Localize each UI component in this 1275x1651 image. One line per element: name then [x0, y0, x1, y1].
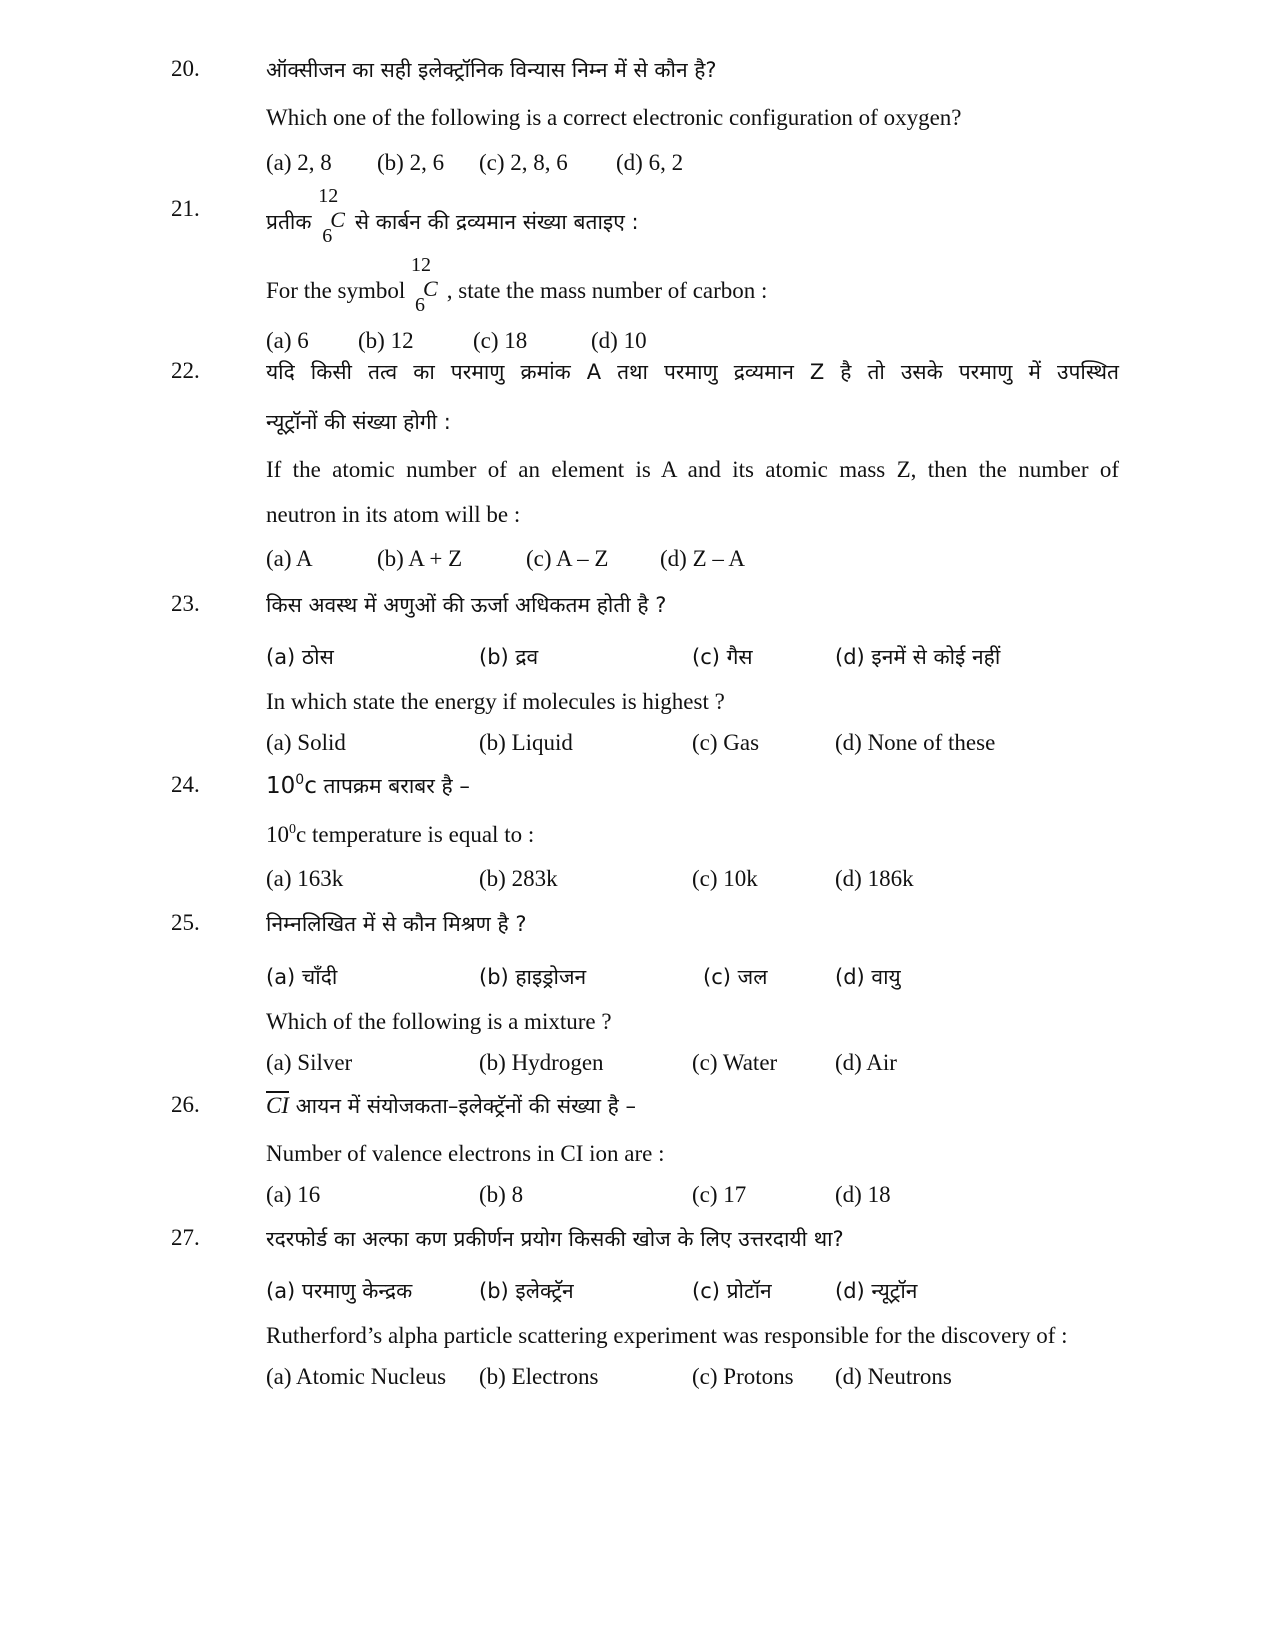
option-d: (d) 6, 2: [616, 150, 684, 175]
isotope-symbol: [318, 185, 348, 247]
question-text-hindi: यदि किसी तत्व का परमाणु क्रमांक A तथा परमाणु द्रव्यमान Z है तो उसके परमाणु में उपस्थित: [266, 360, 1119, 384]
option-d: (d) Z – A: [660, 546, 745, 571]
option-c: (c) 2, 8, 6: [479, 150, 568, 175]
element-symbol: C: [330, 207, 345, 232]
question-text-english-cont: neutron in its atom will be :: [266, 502, 521, 527]
question-number: 26.: [171, 1092, 200, 1117]
question-text-suffix: , state the mass number of carbon :: [446, 278, 768, 303]
question-text-english: Rutherford’s alpha particle scattering experiment was responsible for the discovery of :: [266, 1323, 1068, 1348]
option-d-hindi: (d) वायु: [835, 965, 901, 989]
option-d: (d) Air: [835, 1050, 897, 1075]
option-a: (a) 2, 8: [266, 150, 332, 175]
option-a: (a) 6: [266, 328, 309, 353]
element-symbol: C: [423, 276, 438, 301]
option-a: (a) Atomic Nucleus: [266, 1364, 447, 1389]
option-c-hindi: (c) प्रोटॉन: [692, 1279, 772, 1303]
option-b-hindi: (b) इलेक्ट्रॅन: [479, 1279, 574, 1303]
option-a-hindi: (a) चाँदी: [266, 965, 338, 989]
question-text-hindi-cont: न्यूट्रॉनों की संख्या होगी :: [266, 410, 451, 434]
option-d-hindi: (d) इनमें से कोई नहीं: [835, 645, 1001, 669]
option-b: (b) 12: [358, 328, 414, 353]
option-c-hindi: (c) जल: [703, 965, 768, 989]
option-d-hindi: (d) न्यूट्रॉन: [835, 1279, 918, 1303]
question-number: 24.: [171, 772, 200, 797]
question-text-hindi: ऑक्सीजन का सही इलेक्ट्रॉनिक विन्यास निम्न में से कौन है?: [266, 58, 717, 82]
option-c: (c) Gas: [692, 730, 760, 755]
option-c-hindi: (c) गैस: [692, 645, 753, 669]
question-text-hindi: [266, 185, 639, 247]
option-d: (d) 18: [835, 1182, 891, 1207]
question-number: 25.: [171, 910, 200, 935]
option-b: (b) Electrons: [479, 1364, 599, 1389]
question-text-suffix: आयन में संयोजकता–इलेक्ट्रॅनों की संख्या है –: [289, 1094, 637, 1118]
question-text-suffix: से कार्बन की द्रव्यमान संख्या बताइए :: [354, 210, 639, 234]
option-a: (a) Solid: [266, 730, 346, 755]
question-text-english: Number of valence electrons in CI ion are :: [266, 1141, 665, 1166]
option-b: (b) A + Z: [377, 546, 463, 571]
option-a-hindi: (a) परमाणु केन्द्रक: [266, 1279, 413, 1303]
option-c: (c) A – Z: [526, 546, 609, 571]
option-c: (c) 17: [692, 1182, 747, 1207]
atomic-number: 6: [415, 294, 426, 316]
question-text-hindi: [266, 772, 470, 800]
ion-symbol: $\overline{CI}$: [266, 1093, 289, 1118]
option-d: (d) Neutrons: [835, 1364, 952, 1389]
question-text-english: Which one of the following is a correct electronic configuration of oxygen?: [266, 105, 962, 130]
question-text-english: If the atomic number of an element is A and its atomic mass Z, then the number of: [266, 457, 1119, 482]
option-a: (a) Silver: [266, 1050, 353, 1075]
option-b: (b) 8: [479, 1182, 524, 1207]
question-text-hindi: रदरफोर्ड का अल्फा कण प्रकीर्णन प्रयोग किसकी खोज के लिए उत्तरदायी था?: [266, 1227, 844, 1251]
question-text-english: In which state the energy if molecules is highest ?: [266, 689, 725, 714]
degree-sign: 0: [295, 772, 305, 788]
question-text-suffix: तापक्रम बराबर है –: [316, 774, 470, 798]
question-text-english: Which of the following is a mixture ?: [266, 1009, 612, 1034]
question-text-english: [266, 822, 534, 848]
option-c: (c) Protons: [692, 1364, 794, 1389]
question-text-hindi: किस अवस्थ में अणुओं की ऊर्जा अधिकतम होती है ?: [266, 593, 667, 617]
question-number: 23.: [171, 591, 200, 616]
question-text-prefix: For the symbol: [266, 278, 406, 303]
option-a-hindi: (a) ठोस: [266, 645, 334, 669]
question-text-english: [266, 254, 768, 316]
option-c: (c) 10k: [692, 866, 758, 891]
mass-number: 12: [318, 185, 339, 207]
question-text-suffix: temperature is equal to :: [306, 822, 535, 847]
option-c: (c) 18: [473, 328, 528, 353]
temperature-unit: c: [296, 822, 307, 847]
question-text-prefix: प्रतीक: [266, 210, 312, 234]
question-text-hindi: [266, 1092, 636, 1120]
option-c: (c) Water: [692, 1050, 778, 1075]
option-d: (d) 186k: [835, 866, 914, 891]
atomic-number: 6: [322, 225, 333, 247]
option-d: (d) 10: [591, 328, 647, 353]
temperature-unit: c: [304, 773, 317, 799]
option-b: (b) Liquid: [479, 730, 573, 755]
mass-number: 12: [411, 254, 432, 276]
temperature-value: 10: [266, 773, 296, 799]
option-b: (b) 283k: [479, 866, 558, 891]
question-text-hindi: निम्नलिखित में से कौन मिश्रण है ?: [266, 912, 527, 936]
temperature-value: 10: [266, 822, 289, 847]
isotope-symbol: [411, 254, 441, 316]
option-a: (a) 16: [266, 1182, 321, 1207]
option-b: (b) Hydrogen: [479, 1050, 604, 1075]
option-a: (a) 163k: [266, 866, 344, 891]
option-b-hindi: (b) द्रव: [479, 645, 539, 669]
option-d: (d) None of these: [835, 730, 996, 755]
question-number: 20.: [171, 56, 200, 81]
question-number: 21.: [171, 196, 200, 221]
option-a: (a) A: [266, 546, 313, 571]
question-number: 27.: [171, 1225, 200, 1250]
question-number: 22.: [171, 358, 200, 383]
option-b: (b) 2, 6: [377, 150, 445, 175]
degree-sign: 0: [289, 822, 296, 837]
option-b-hindi: (b) हाइड्रोजन: [479, 965, 587, 989]
